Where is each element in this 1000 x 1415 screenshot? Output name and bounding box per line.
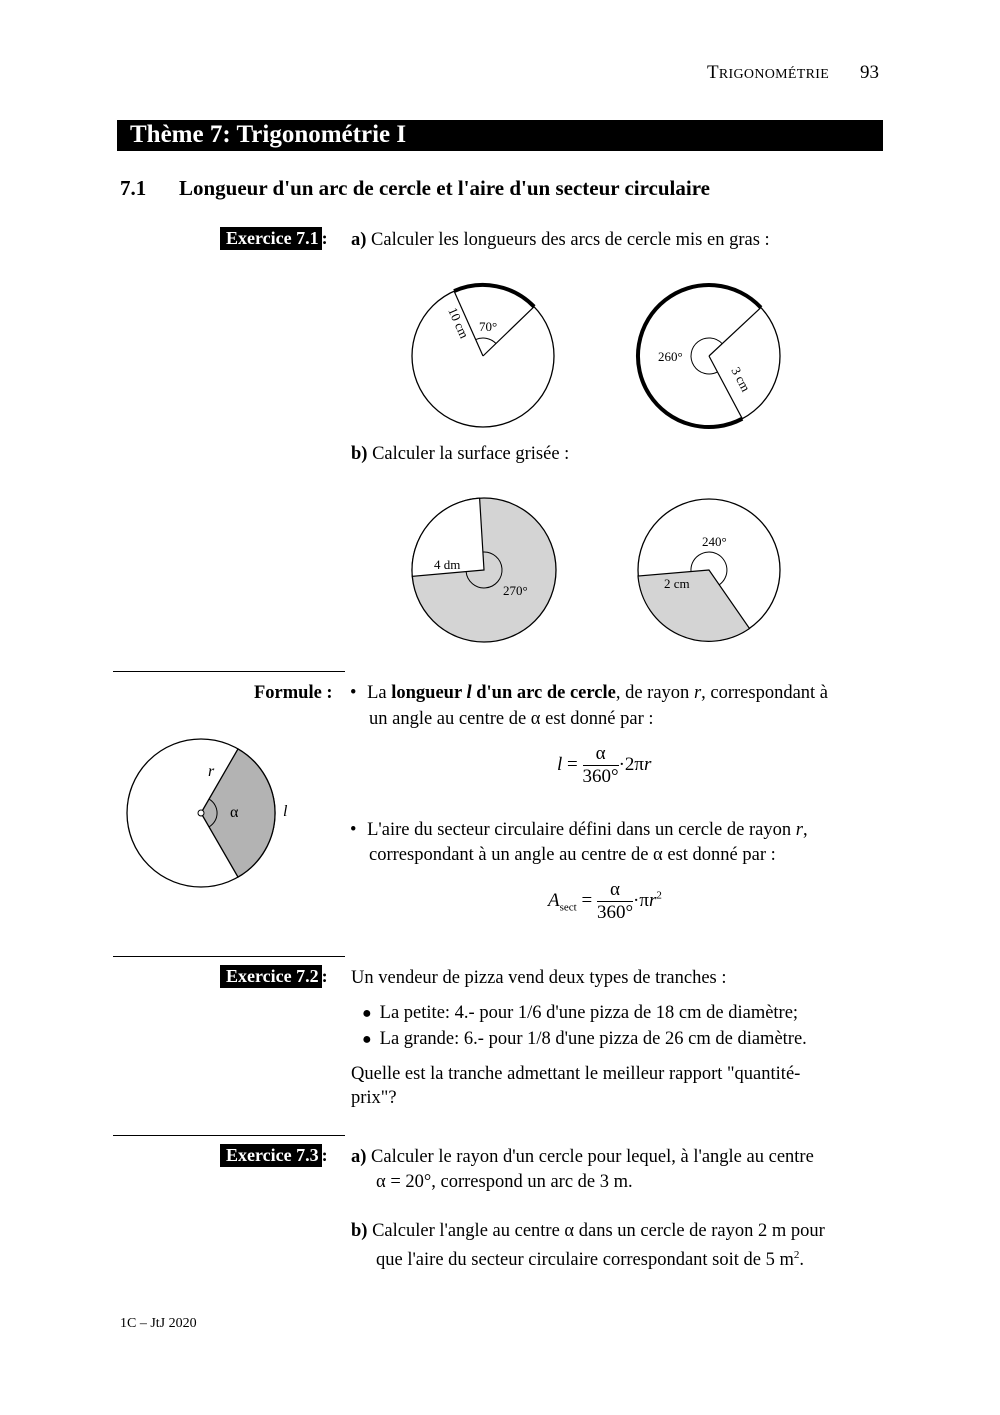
exercise-7-2-item: ● La grande: 6.- pour 1/8 d'une pizza de 26 cm de diamètre. — [362, 1029, 807, 1049]
formule-figure — [110, 730, 310, 900]
arc-figure-70-radius: 10 cm — [445, 305, 473, 341]
exercise-7-1-label: Exercice 7.1 : — [220, 228, 328, 249]
formule-bullet-1-line2: un angle au centre de α est donné par : — [369, 709, 654, 729]
divider-formule — [113, 671, 345, 672]
arc-figures-row — [400, 280, 800, 435]
arc-figure-260-angle: 260° — [658, 349, 683, 364]
exercise-7-2-label: Exercice 7.2 : — [220, 966, 328, 987]
arc-figure-70 — [412, 285, 554, 427]
bullet-dot: • — [350, 683, 357, 703]
formule-bullet-2: • L'aire du secteur circulaire défini dans un cercle de rayon r, — [350, 820, 808, 840]
exercise-7-3-a-line2: α = 20°, correspond un arc de 3 m. — [376, 1172, 633, 1192]
theme-title: Thème 7: Trigonométrie I — [130, 121, 407, 148]
exercise-7-3-a: a) Calculer le rayon d'un cercle pour lequel, à l'angle au centre — [351, 1147, 814, 1167]
page-number: 93 — [860, 62, 879, 83]
formule-figure-l: l — [283, 803, 288, 820]
formule-bullet-2-line2: correspondant à un angle au centre de α est donné par : — [369, 845, 776, 865]
sector-figure-240-radius: 2 cm — [664, 576, 690, 591]
exercise-7-1-b: b) Calculer la surface grisée : — [351, 444, 570, 464]
arc-figure-260 — [638, 285, 780, 427]
formule-figure-r: r — [208, 763, 215, 780]
arc-figure-70-angle: 70° — [479, 319, 498, 334]
formule-label: Formule : — [254, 683, 333, 703]
exercise-7-2-question-line2: prix"? — [351, 1088, 397, 1108]
exercise-7-3-label: Exercice 7.3 : — [220, 1145, 328, 1166]
exercise-7-3-b: b) Calculer l'angle au centre α dans un cercle de rayon 2 m pour — [351, 1221, 825, 1241]
formula-sector-area: $A_{sect}$ = $\frac{\alpha}{360^\circ}$ $\cdot\pi r^2$ — [548, 879, 662, 923]
sector-figure-270-angle: 270° — [503, 583, 528, 598]
divider-ex72 — [113, 956, 345, 957]
sector-figures-row — [400, 490, 800, 650]
sector-figure-270-radius: 4 dm — [434, 557, 461, 572]
exercise-7-2-item: ● La petite: 4.- pour 1/6 d'une pizza de 18 cm de diamètre; — [362, 1003, 799, 1023]
footer: 1C – JtJ 2020 — [120, 1316, 197, 1331]
formule-bullet-1: • La longueur l d'un arc de cercle, de rayon r, correspondant à — [350, 683, 829, 703]
sector-figure-270 — [412, 498, 556, 642]
section-title: Longueur d'un arc de cercle et l'aire d'un secteur circulaire — [179, 176, 710, 200]
exercise-7-2-question: Quelle est la tranche admettant le meilleur rapport "quantité- — [351, 1064, 801, 1084]
exercise-7-1-a: a) Calculer les longueurs des arcs de cercle mis en gras : — [351, 230, 770, 250]
divider-ex73 — [113, 1135, 345, 1136]
sector-figure-240-angle: 240° — [702, 534, 727, 549]
formule-figure-alpha: α — [230, 804, 239, 821]
exercise-7-2-intro: Un vendeur de pizza vend deux types de tranches : — [351, 968, 727, 988]
arc-figure-260-radius: 3 cm — [728, 364, 754, 395]
section-number: 7.1 — [120, 176, 147, 200]
running-title: TRIGONOMÉTRIE — [707, 62, 830, 83]
bullet-dot: • — [350, 820, 357, 840]
sector-figure-240 — [638, 499, 780, 641]
exercise-7-3-b-line2: que l'aire du secteur circulaire correspondant soit de 5 $m^2$. — [376, 1249, 805, 1271]
formula-arc-length: l = $\frac{\alpha}{360^\circ}$ ·2πr — [557, 743, 652, 787]
